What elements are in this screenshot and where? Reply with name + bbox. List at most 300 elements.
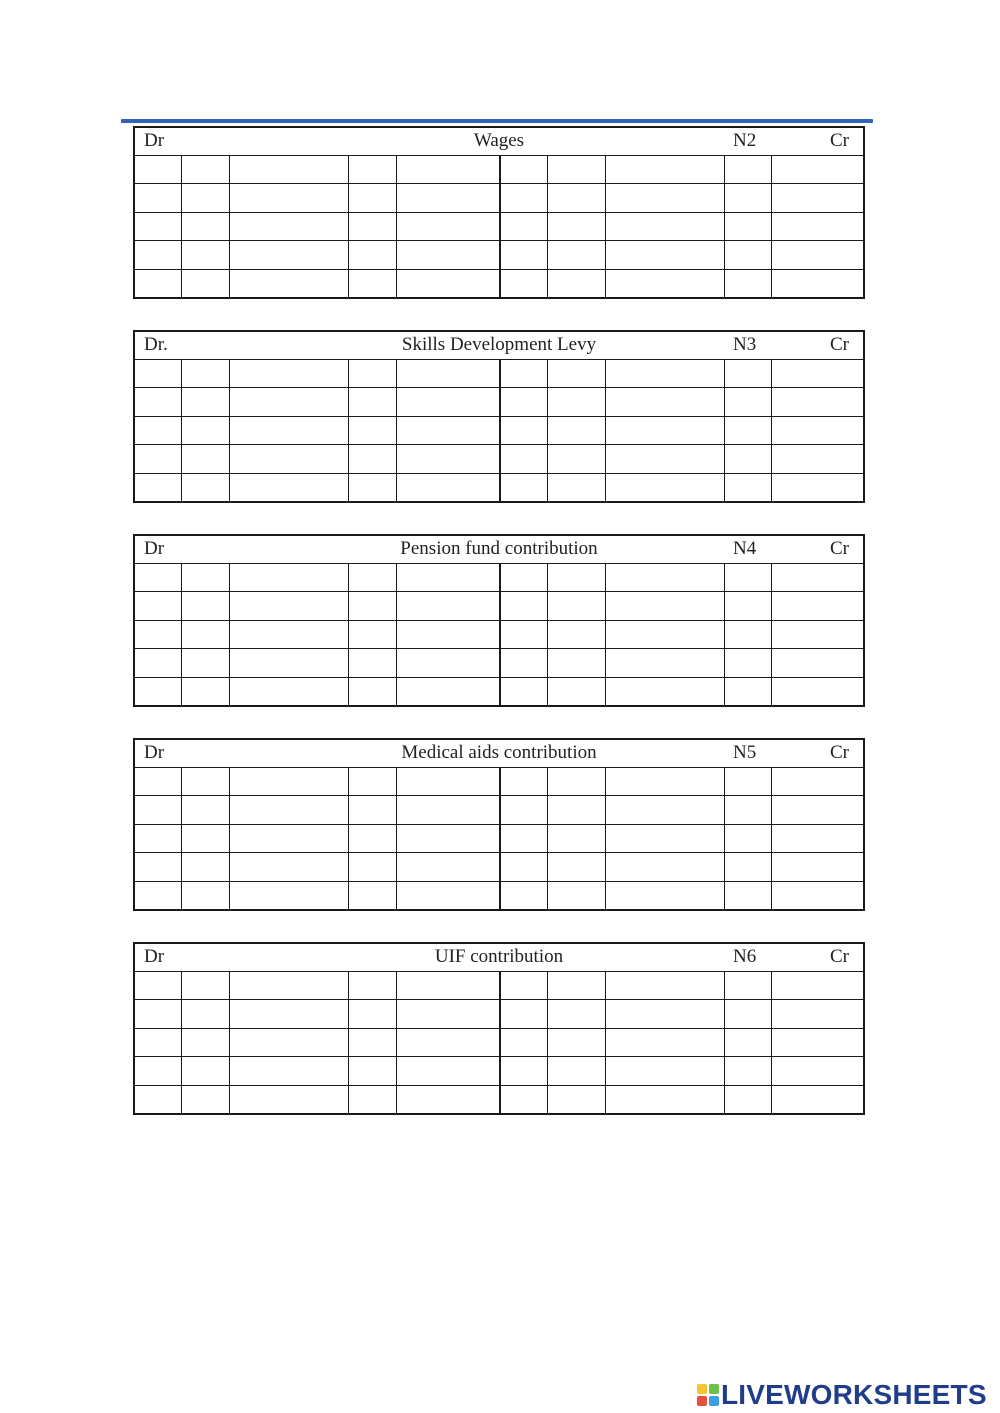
ledger-entry-cell[interactable] [182,649,230,677]
ledger-row [135,241,863,270]
ledger-entry-cell[interactable] [725,388,772,416]
ledger-entry-cell[interactable] [349,678,397,707]
ledger-header [135,740,863,768]
ledger-entry-cell[interactable] [230,796,349,824]
ledger-entry-cell[interactable] [230,621,349,649]
ledger-entry-cell[interactable] [349,649,397,677]
ledger-entry-cell[interactable] [772,474,863,503]
ledger-entry-cell[interactable] [725,971,772,999]
ledger-entry-cell[interactable] [230,184,349,212]
ledger-entry-cell[interactable] [772,853,863,881]
ledger-entry-cell[interactable] [230,388,349,416]
ledger-entry-cell[interactable] [772,796,863,824]
ledger-row [135,213,863,242]
ledger-entry-cell[interactable] [349,882,397,911]
ledger-entry-cell[interactable] [501,184,548,212]
ledger-entry-cell[interactable] [725,213,772,241]
ledger-entry-cell[interactable] [135,1086,182,1115]
ledger-header [135,944,863,972]
ledger-entry-cell[interactable] [548,1057,606,1085]
ledger-entry-cell[interactable] [230,853,349,881]
ledger-entry-cell[interactable] [135,563,182,591]
ledger-entry-cell[interactable] [230,649,349,677]
ledger-entry-cell[interactable] [548,155,606,183]
ledger-entry-cell[interactable] [230,270,349,299]
ledger-entry-cell[interactable] [182,241,230,269]
ledger-entry-cell[interactable] [230,359,349,387]
ledger-entry-cell[interactable] [501,1057,548,1085]
ledger-entry-cell[interactable] [501,155,548,183]
ledger-row [135,563,863,592]
ledger-entry-cell[interactable] [725,359,772,387]
ledger-entry-cell[interactable] [182,474,230,503]
ledger-entry-cell[interactable] [725,1029,772,1057]
ledger-entry-cell[interactable] [606,563,725,591]
ledger-entry-cell[interactable] [772,184,863,212]
ledger-entry-cell[interactable] [548,853,606,881]
ledger-entry-cell[interactable] [548,1000,606,1028]
ledger-entry-cell[interactable] [349,388,397,416]
ledger-entry-cell[interactable] [397,971,501,999]
ledger-entry-cell[interactable] [725,592,772,620]
ledger-entry-cell[interactable] [501,445,548,473]
ledger-entry-cell[interactable] [725,649,772,677]
ledger-entry-cell[interactable] [548,678,606,707]
ledger-entry-cell[interactable] [772,1057,863,1085]
ledger-entry-cell[interactable] [230,592,349,620]
ledger-title: Skills Development Levy [401,334,597,355]
ledger-entry-cell[interactable] [397,1000,501,1028]
brand-logo-icon [697,1384,719,1406]
ledger-entry-cell[interactable] [182,1000,230,1028]
ledger-entry-cell[interactable] [501,1086,548,1115]
ledger-entry-cell[interactable] [772,767,863,795]
ledger-entry-cell[interactable] [397,359,501,387]
ledger-entry-cell[interactable] [548,971,606,999]
ledger-entry-cell[interactable] [230,474,349,503]
ledger-cr-label: Cr [830,538,849,559]
ledger-dr-label: Dr [144,538,165,559]
ledger-entry-cell[interactable] [606,388,725,416]
ledger-entry-cell[interactable] [606,853,725,881]
ledger-entry-cell[interactable] [772,649,863,677]
liveworksheets-brand [697,1379,987,1411]
ledger-entry-cell[interactable] [501,270,548,299]
ledger-entry-cell[interactable] [349,155,397,183]
ledger-entry-cell[interactable] [230,678,349,707]
ledger-entry-cell[interactable] [606,155,725,183]
ledger-entry-cell[interactable] [230,971,349,999]
ledger-entry-cell[interactable] [501,649,548,677]
ledger-header [135,536,863,564]
ledger-entry-cell[interactable] [772,241,863,269]
ledger-entry-cell[interactable] [230,563,349,591]
ledger-dr-label: Dr [144,742,165,763]
ledger-entry-cell[interactable] [548,388,606,416]
ledger-entry-cell[interactable] [397,592,501,620]
ledger-entry-cell[interactable] [501,563,548,591]
ledger-entry-cell[interactable] [606,1029,725,1057]
ledger-entry-cell[interactable] [230,417,349,445]
ledger-entry-cell[interactable] [182,388,230,416]
ledger-entry-cell[interactable] [397,825,501,853]
ledger-entry-cell[interactable] [397,241,501,269]
ledger-entry-cell[interactable] [606,213,725,241]
ledger-entry-cell[interactable] [772,445,863,473]
ledger-entry-cell[interactable] [135,882,182,911]
ledger-folio: N3 [733,334,757,355]
ledger-row [135,678,863,707]
ledger-entry-cell[interactable] [501,474,548,503]
ledger-entry-cell[interactable] [230,1057,349,1085]
ledger-entry-cell[interactable] [230,825,349,853]
ledger-entry-cell[interactable] [725,417,772,445]
ledger-dr-label: Dr [144,946,165,967]
ledger-entry-cell[interactable] [772,1086,863,1115]
ledger-title: Pension fund contribution [400,538,598,559]
ledger-title: Medical aids contribution [401,742,597,763]
ledger-entry-cell[interactable] [548,1086,606,1115]
ledger-body [135,359,863,501]
ledger-entry-cell[interactable] [501,767,548,795]
ledger-entry-cell[interactable] [349,241,397,269]
ledger-entry-cell[interactable] [501,417,548,445]
ledger-entry-cell[interactable] [606,1086,725,1115]
ledger-entry-cell[interactable] [182,445,230,473]
ledger-entry-cell[interactable] [230,767,349,795]
ledger-entry-cell[interactable] [725,853,772,881]
ledger-account [133,330,865,503]
ledger-entry-cell[interactable] [135,445,182,473]
ledger-entry-cell[interactable] [135,359,182,387]
ledger-entry-cell[interactable] [230,213,349,241]
ledger-entry-cell[interactable] [182,213,230,241]
ledger-entry-cell[interactable] [182,796,230,824]
ledger-entry-cell[interactable] [397,1086,501,1115]
ledger-entry-cell[interactable] [349,417,397,445]
ledger-entry-cell[interactable] [501,825,548,853]
ledger-row [135,825,863,854]
ledger-entry-cell[interactable] [606,882,725,911]
ledger-entry-cell[interactable] [606,270,725,299]
ledger-entry-cell[interactable] [725,270,772,299]
ledger-entry-cell[interactable] [606,678,725,707]
ledger-entry-cell[interactable] [606,1057,725,1085]
ledger-entry-cell[interactable] [772,388,863,416]
ledger-entry-cell[interactable] [182,359,230,387]
ledger-entry-cell[interactable] [349,825,397,853]
ledger-entry-cell[interactable] [501,592,548,620]
ledger-entry-cell[interactable] [606,649,725,677]
ledger-entry-cell[interactable] [725,184,772,212]
ledger-entry-cell[interactable] [725,1000,772,1028]
ledger-entry-cell[interactable] [397,882,501,911]
ledger-entry-cell[interactable] [548,184,606,212]
ledger-entry-cell[interactable] [182,1057,230,1085]
ledger-entry-cell[interactable] [772,678,863,707]
ledger-entry-cell[interactable] [772,270,863,299]
ledger-entry-cell[interactable] [772,563,863,591]
ledger-entry-cell[interactable] [182,621,230,649]
ledger-row [135,767,863,796]
ledger-entry-cell[interactable] [182,184,230,212]
ledger-entry-cell[interactable] [548,621,606,649]
ledger-entry-cell[interactable] [501,971,548,999]
ledger-entry-cell[interactable] [548,796,606,824]
ledger-entry-cell[interactable] [548,445,606,473]
ledger-entry-cell[interactable] [606,796,725,824]
ledger-entry-cell[interactable] [548,592,606,620]
ledger-entry-cell[interactable] [725,882,772,911]
ledger-entry-cell[interactable] [606,592,725,620]
ledger-entry-cell[interactable] [230,1000,349,1028]
ledger-entry-cell[interactable] [135,1029,182,1057]
ledger-entry-cell[interactable] [725,1086,772,1115]
ledger-body [135,767,863,909]
ledger-entry-cell[interactable] [135,796,182,824]
ledger-entry-cell[interactable] [349,1029,397,1057]
ledger-entry-cell[interactable] [182,678,230,707]
ledger-entry-cell[interactable] [135,417,182,445]
ledger-entry-cell[interactable] [548,474,606,503]
ledger-entry-cell[interactable] [135,767,182,795]
ledger-entry-cell[interactable] [772,213,863,241]
ledger-entry-cell[interactable] [182,825,230,853]
ledger-entry-cell[interactable] [397,621,501,649]
ledger-entry-cell[interactable] [182,1086,230,1115]
ledger-entry-cell[interactable] [548,1029,606,1057]
ledger-entry-cell[interactable] [349,563,397,591]
ledger-entry-cell[interactable] [501,1029,548,1057]
ledger-entry-cell[interactable] [548,563,606,591]
ledger-entry-cell[interactable] [135,388,182,416]
ledger-entry-cell[interactable] [548,825,606,853]
ledger-entry-cell[interactable] [548,270,606,299]
ledger-entry-cell[interactable] [606,474,725,503]
ledger-entry-cell[interactable] [349,184,397,212]
ledger-entry-cell[interactable] [548,359,606,387]
ledger-entry-cell[interactable] [606,241,725,269]
ledger-row [135,270,863,299]
ledger-entry-cell[interactable] [349,445,397,473]
ledger-row [135,1086,863,1115]
ledger-entry-cell[interactable] [501,621,548,649]
ledger-entry-cell[interactable] [397,184,501,212]
ledger-entry-cell[interactable] [548,241,606,269]
ledger-title: UIF contribution [434,946,564,967]
ledger-entry-cell[interactable] [397,155,501,183]
ledger-row [135,359,863,388]
ledger-entry-cell[interactable] [230,1029,349,1057]
ledger-entry-cell[interactable] [135,1000,182,1028]
ledger-entry-cell[interactable] [606,1000,725,1028]
ledger-entry-cell[interactable] [397,563,501,591]
ledger-entry-cell[interactable] [397,270,501,299]
ledger-entry-cell[interactable] [548,882,606,911]
ledger-entry-cell[interactable] [135,1057,182,1085]
ledger-entry-cell[interactable] [772,592,863,620]
ledger-entry-cell[interactable] [548,213,606,241]
ledger-entry-cell[interactable] [397,1057,501,1085]
ledger-row [135,388,863,417]
ledger-entry-cell[interactable] [135,155,182,183]
top-blue-rule [121,119,873,123]
ledger-dr-label: Dr. [144,334,168,355]
ledger-account [133,126,865,299]
ledger-entry-cell[interactable] [349,621,397,649]
ledger-row [135,474,863,503]
ledger-entry-cell[interactable] [606,971,725,999]
ledger-row [135,649,863,678]
ledger-entry-cell[interactable] [182,417,230,445]
ledger-entry-cell[interactable] [135,678,182,707]
ledger-entry-cell[interactable] [725,1057,772,1085]
ledger-entry-cell[interactable] [501,241,548,269]
ledger-entry-cell[interactable] [606,621,725,649]
ledger-entry-cell[interactable] [725,445,772,473]
ledger-entry-cell[interactable] [182,971,230,999]
ledger-entry-cell[interactable] [135,270,182,299]
ledger-cr-label: Cr [830,334,849,355]
ledger-folio: N2 [733,130,757,151]
ledger-entry-cell[interactable] [397,796,501,824]
ledger-entry-cell[interactable] [349,1086,397,1115]
ledger-entry-cell[interactable] [230,155,349,183]
ledger-entry-cell[interactable] [397,853,501,881]
ledger-entry-cell[interactable] [182,1029,230,1057]
ledger-entry-cell[interactable] [397,388,501,416]
ledger-entry-cell[interactable] [135,853,182,881]
ledger-entry-cell[interactable] [135,213,182,241]
ledger-entry-cell[interactable] [606,445,725,473]
ledger-entry-cell[interactable] [725,563,772,591]
ledger-entry-cell[interactable] [725,155,772,183]
ledger-title: Wages [473,130,525,151]
ledger-entry-cell[interactable] [135,649,182,677]
ledger-entry-cell[interactable] [135,184,182,212]
ledger-entry-cell[interactable] [349,1000,397,1028]
ledger-entry-cell[interactable] [397,474,501,503]
ledger-entry-cell[interactable] [397,213,501,241]
ledger-entry-cell[interactable] [349,592,397,620]
ledger-entry-cell[interactable] [548,649,606,677]
ledger-entry-cell[interactable] [501,213,548,241]
ledger-row [135,796,863,825]
ledger-entry-cell[interactable] [548,417,606,445]
ledger-entry-cell[interactable] [397,417,501,445]
ledger-entry-cell[interactable] [501,853,548,881]
ledger-entry-cell[interactable] [725,474,772,503]
ledger-row [135,417,863,446]
ledger-entry-cell[interactable] [182,882,230,911]
ledger-entry-cell[interactable] [772,1029,863,1057]
ledger-entry-cell[interactable] [349,359,397,387]
ledger-row [135,971,863,1000]
ledger-entry-cell[interactable] [606,184,725,212]
ledger-entry-cell[interactable] [772,417,863,445]
ledger-entry-cell[interactable] [182,155,230,183]
ledger-entry-cell[interactable] [772,825,863,853]
ledger-entry-cell[interactable] [725,767,772,795]
ledger-entry-cell[interactable] [772,621,863,649]
ledger-entry-cell[interactable] [230,882,349,911]
ledger-entry-cell[interactable] [349,213,397,241]
ledger-entry-cell[interactable] [501,1000,548,1028]
ledger-row [135,853,863,882]
ledger-entry-cell[interactable] [135,241,182,269]
ledger-entry-cell[interactable] [772,971,863,999]
ledger-folio: N5 [733,742,757,763]
ledger-row [135,1000,863,1029]
ledger-entry-cell[interactable] [725,621,772,649]
ledger-entry-cell[interactable] [135,971,182,999]
ledger-entry-cell[interactable] [230,445,349,473]
ledger-entry-cell[interactable] [501,796,548,824]
ledger-entry-cell[interactable] [182,592,230,620]
ledger-entry-cell[interactable] [397,1029,501,1057]
ledger-entry-cell[interactable] [182,563,230,591]
ledger-entry-cell[interactable] [772,359,863,387]
ledger-entry-cell[interactable] [725,825,772,853]
ledger-entry-cell[interactable] [397,767,501,795]
ledger-entry-cell[interactable] [230,1086,349,1115]
ledger-entry-cell[interactable] [397,445,501,473]
ledger-entry-cell[interactable] [349,971,397,999]
ledger-entry-cell[interactable] [135,621,182,649]
ledger-account [133,534,865,707]
ledger-entry-cell[interactable] [230,241,349,269]
ledger-entry-cell[interactable] [182,853,230,881]
ledger-row [135,1029,863,1058]
ledger-header [135,128,863,156]
ledger-entry-cell[interactable] [501,359,548,387]
ledger-entry-cell[interactable] [772,1000,863,1028]
ledger-folio: N6 [733,946,757,967]
ledger-entry-cell[interactable] [725,796,772,824]
ledger-entry-cell[interactable] [349,474,397,503]
ledger-entry-cell[interactable] [397,678,501,707]
ledger-entry-cell[interactable] [501,882,548,911]
ledger-folio: N4 [733,538,757,559]
ledger-entry-cell[interactable] [349,1057,397,1085]
ledger-account [133,942,865,1115]
ledger-entry-cell[interactable] [135,592,182,620]
ledger-entry-cell[interactable] [135,825,182,853]
ledger-entry-cell[interactable] [135,474,182,503]
ledger-entry-cell[interactable] [606,359,725,387]
ledger-entry-cell[interactable] [501,678,548,707]
ledger-entry-cell[interactable] [725,678,772,707]
ledger-entry-cell[interactable] [349,270,397,299]
ledger-entry-cell[interactable] [772,155,863,183]
ledger-entry-cell[interactable] [349,853,397,881]
ledger-entry-cell[interactable] [772,882,863,911]
ledger-entry-cell[interactable] [606,417,725,445]
ledger-entry-cell[interactable] [548,767,606,795]
ledger-header [135,332,863,360]
ledger-entry-cell[interactable] [606,767,725,795]
ledger-entry-cell[interactable] [349,796,397,824]
ledger-entry-cell[interactable] [397,649,501,677]
ledger-entry-cell[interactable] [182,767,230,795]
ledger-row [135,621,863,650]
ledger-row [135,445,863,474]
ledger-entry-cell[interactable] [349,767,397,795]
ledger-entry-cell[interactable] [182,270,230,299]
ledger-entry-cell[interactable] [606,825,725,853]
ledger-entry-cell[interactable] [725,241,772,269]
ledger-entry-cell[interactable] [501,388,548,416]
